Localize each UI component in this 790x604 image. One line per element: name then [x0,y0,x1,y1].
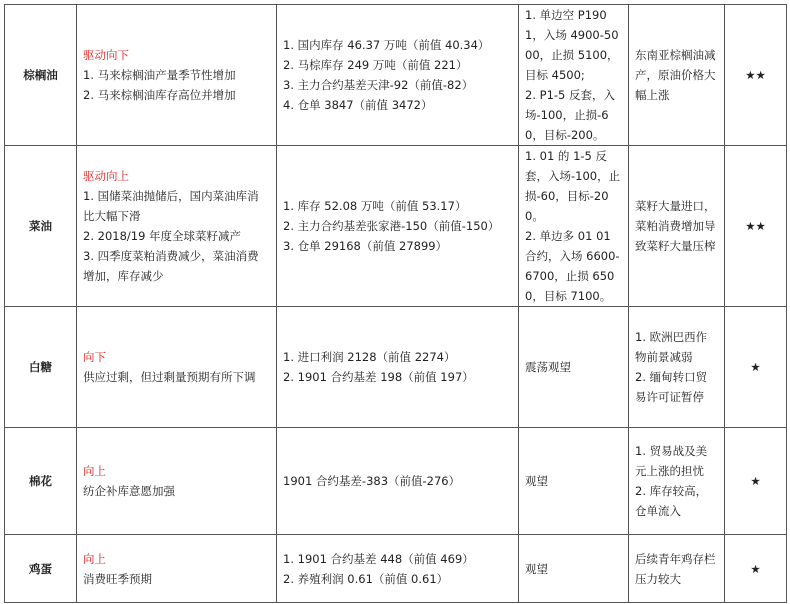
rating-stars: ★★ [725,5,787,146]
data-line: 1. 国内库存 46.37 万吨（前值 40.34） [283,38,490,52]
data-line: 3. 仓单 29168（前值 27899） [283,239,448,253]
strategy-table [4,4,787,603]
risk-line: 后续青年鸡存栏压力较大 [635,551,716,586]
data-cell [277,146,519,307]
driver-direction: 向下 [83,350,106,364]
driver-direction: 向上 [83,551,106,566]
driver-direction: 驱动向上 [83,169,129,183]
driver-direction: 驱动向下 [83,48,129,62]
strategy-cell [519,146,629,307]
strategy-line: 观望 [525,561,548,576]
driver-line: 1. 国储菜油抛储后，国内菜油库消比大幅下滑 [83,189,259,223]
data-line: 1. 1901 合约基差 448（前值 469） [283,551,474,566]
driver-line: 2. 马来棕榈油库存高位并增加 [83,88,236,102]
rating-stars: ★ [725,535,787,603]
driver-direction: 向上 [83,464,106,478]
commodity-name: 棕榈油 [5,5,77,146]
data-cell [277,307,519,428]
data-line: 1. 进口利润 2128（前值 2274） [283,350,456,364]
table-row [5,5,787,146]
data-cell [277,5,519,146]
strategy-cell [519,428,629,535]
data-line: 3. 主力合约基差天津-92（前值-82） [283,78,474,92]
driver-line: 供应过剩，但过剩量预期有所下调 [83,370,256,384]
driver-cell [77,146,277,307]
strategy-line: 1. 01 的 1-5 反套，入场-100，止损-60，目标-200。 [525,149,621,223]
driver-cell [77,535,277,603]
commodity-name: 菜油 [5,146,77,307]
risk-cell [629,535,725,603]
data-line: 2. 养殖利润 0.61（前值 0.61） [283,571,449,586]
data-cell [277,535,519,603]
data-line: 1. 库存 52.08 万吨（前值 53.17） [283,199,467,213]
data-line: 2. 1901 合约基差 198（前值 197） [283,370,474,384]
data-line: 2. 马棕库存 249 万吨（前值 221） [283,58,468,72]
strategy-line: 2. 单边多 01 01 合约，入场 6600-6700，止损 6500，目标 7100。 [525,229,620,303]
driver-cell [77,307,277,428]
table-body [5,5,787,603]
commodity-name: 鸡蛋 [5,535,77,603]
driver-line: 消费旺季预期 [83,571,152,586]
strategy-line: 震荡观望 [525,360,571,374]
risk-line: 东南亚棕榈油减产，原油价格大幅上涨 [635,48,716,102]
driver-line: 纺企补库意愿加强 [83,484,175,498]
rating-stars: ★ [725,307,787,428]
driver-cell [77,5,277,146]
table-row [5,146,787,307]
data-cell [277,428,519,535]
data-line: 1901 合约基差-383（前值-276） [283,474,461,488]
risk-line: 2. 库存较高，仓单流入 [635,484,708,518]
driver-cell [77,428,277,535]
strategy-cell [519,5,629,146]
risk-line: 1. 贸易战及美元上涨的担忧 [635,444,708,478]
data-line: 4. 仓单 3847（前值 3472） [283,98,433,112]
risk-cell [629,5,725,146]
commodity-name: 白糖 [5,307,77,428]
risk-cell [629,428,725,535]
risk-line: 菜籽大量进口，菜粕消费增加导致菜籽大量压榨 [635,199,716,253]
table-row [5,535,787,603]
strategy-cell [519,535,629,603]
risk-cell [629,307,725,428]
risk-cell [629,146,725,307]
driver-line: 1. 马来棕榈油产量季节性增加 [83,68,236,82]
risk-line: 2. 缅甸转口贸易许可证暂停 [635,370,708,404]
table-row [5,428,787,535]
risk-line: 1. 欧洲巴西作物前景减弱 [635,330,708,364]
rating-stars: ★★ [725,146,787,307]
strategy-line: 1. 单边空 P1901，入场 4900-5000，止损 5100，目标 4500; [525,8,619,82]
driver-line: 2. 2018/19 年度全球菜籽减产 [83,229,242,243]
data-line: 2. 主力合约基差张家港-150（前值-150） [283,219,500,233]
table-row [5,307,787,428]
rating-stars: ★ [725,428,787,535]
strategy-cell [519,307,629,428]
strategy-line: 观望 [525,474,548,488]
driver-line: 3. 四季度菜粕消费减少，菜油消费增加，库存减少 [83,249,259,283]
commodity-name: 棉花 [5,428,77,535]
strategy-line: 2. P1-5 反套，入场-100，止损-60，目标-200。 [525,88,616,142]
